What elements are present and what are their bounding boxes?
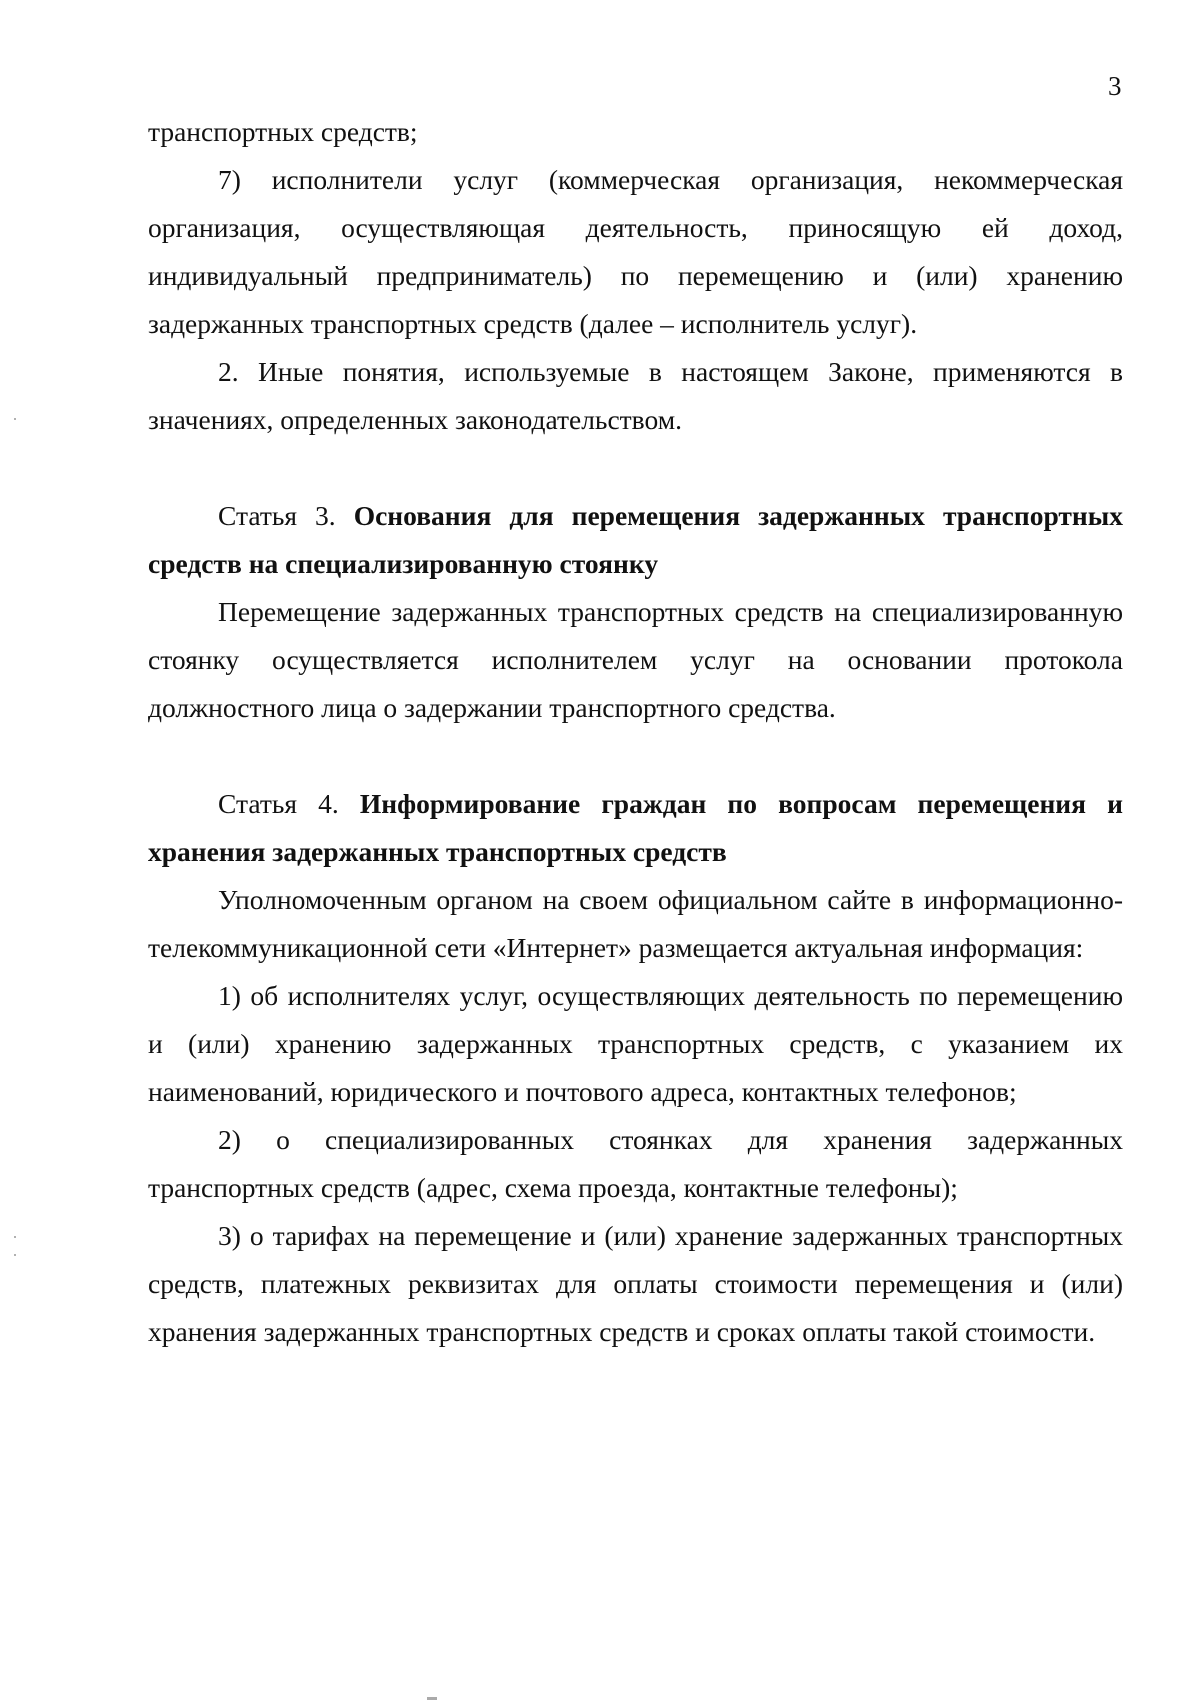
scan-speck	[14, 1254, 16, 1256]
page-number: 3	[1108, 71, 1122, 101]
article-3-prefix: Статья 3.	[218, 500, 354, 531]
article-3-title: Основания для перемещения задержанных транспортных средств на специализированную стоянку	[148, 500, 1123, 579]
article-4-prefix: Статья 4.	[218, 788, 360, 819]
article-4-intro: Уполномоченным органом на своем официальном сайте в информационно-телекоммуникационной сети «Интернет» размещается актуальная информация:	[148, 884, 1123, 963]
article-4-item-1: 1) об исполнителях услуг, осуществляющих деятельность по перемещению и (или) хранению задержанных транспортных средств, с указанием их наименований, юридического и почтового адреса, контактных телефонов;	[148, 980, 1123, 1107]
paragraph-continuation: транспортных средств;	[148, 116, 418, 147]
article-3-heading	[148, 492, 1123, 588]
scan-speck	[427, 1697, 437, 1700]
article-4-item-3: 3) о тарифах на перемещение и (или) хранение задержанных транспортных средств, платежных реквизитах для оплаты стоимости перемещения и (или) хранения задержанных транспортных средств и сроках оплаты такой стоимости.	[148, 1220, 1123, 1347]
article-3-body: Перемещение задержанных транспортных средств на специализированную стоянку осуществляется исполнителем услуг на основании протокола должностного лица о задержании транспортного средства.	[148, 596, 1123, 723]
paragraph-clause-2: 2. Иные понятия, используемые в настоящем Законе, применяются в значениях, определенных законодательством.	[148, 356, 1123, 435]
article-4-title: Информирование граждан по вопросам перемещения и хранения задержанных транспортных средств	[148, 788, 1123, 867]
article-4-item-2: 2) о специализированных стоянках для хранения задержанных транспортных средств (адрес, схема проезда, контактные телефоны);	[148, 1124, 1123, 1203]
document-body	[148, 108, 1123, 1356]
article-4-heading	[148, 780, 1123, 876]
scan-speck	[14, 418, 16, 420]
scan-speck	[14, 1236, 16, 1238]
definition-item-7: 7) исполнители услуг (коммерческая организация, некоммерческая организация, осуществляющая деятельность, приносящую ей доход, индивидуальный предприниматель) по перемещению и (или) хранению задержанных транспортных средств (далее – исполнитель услуг).	[148, 164, 1123, 339]
